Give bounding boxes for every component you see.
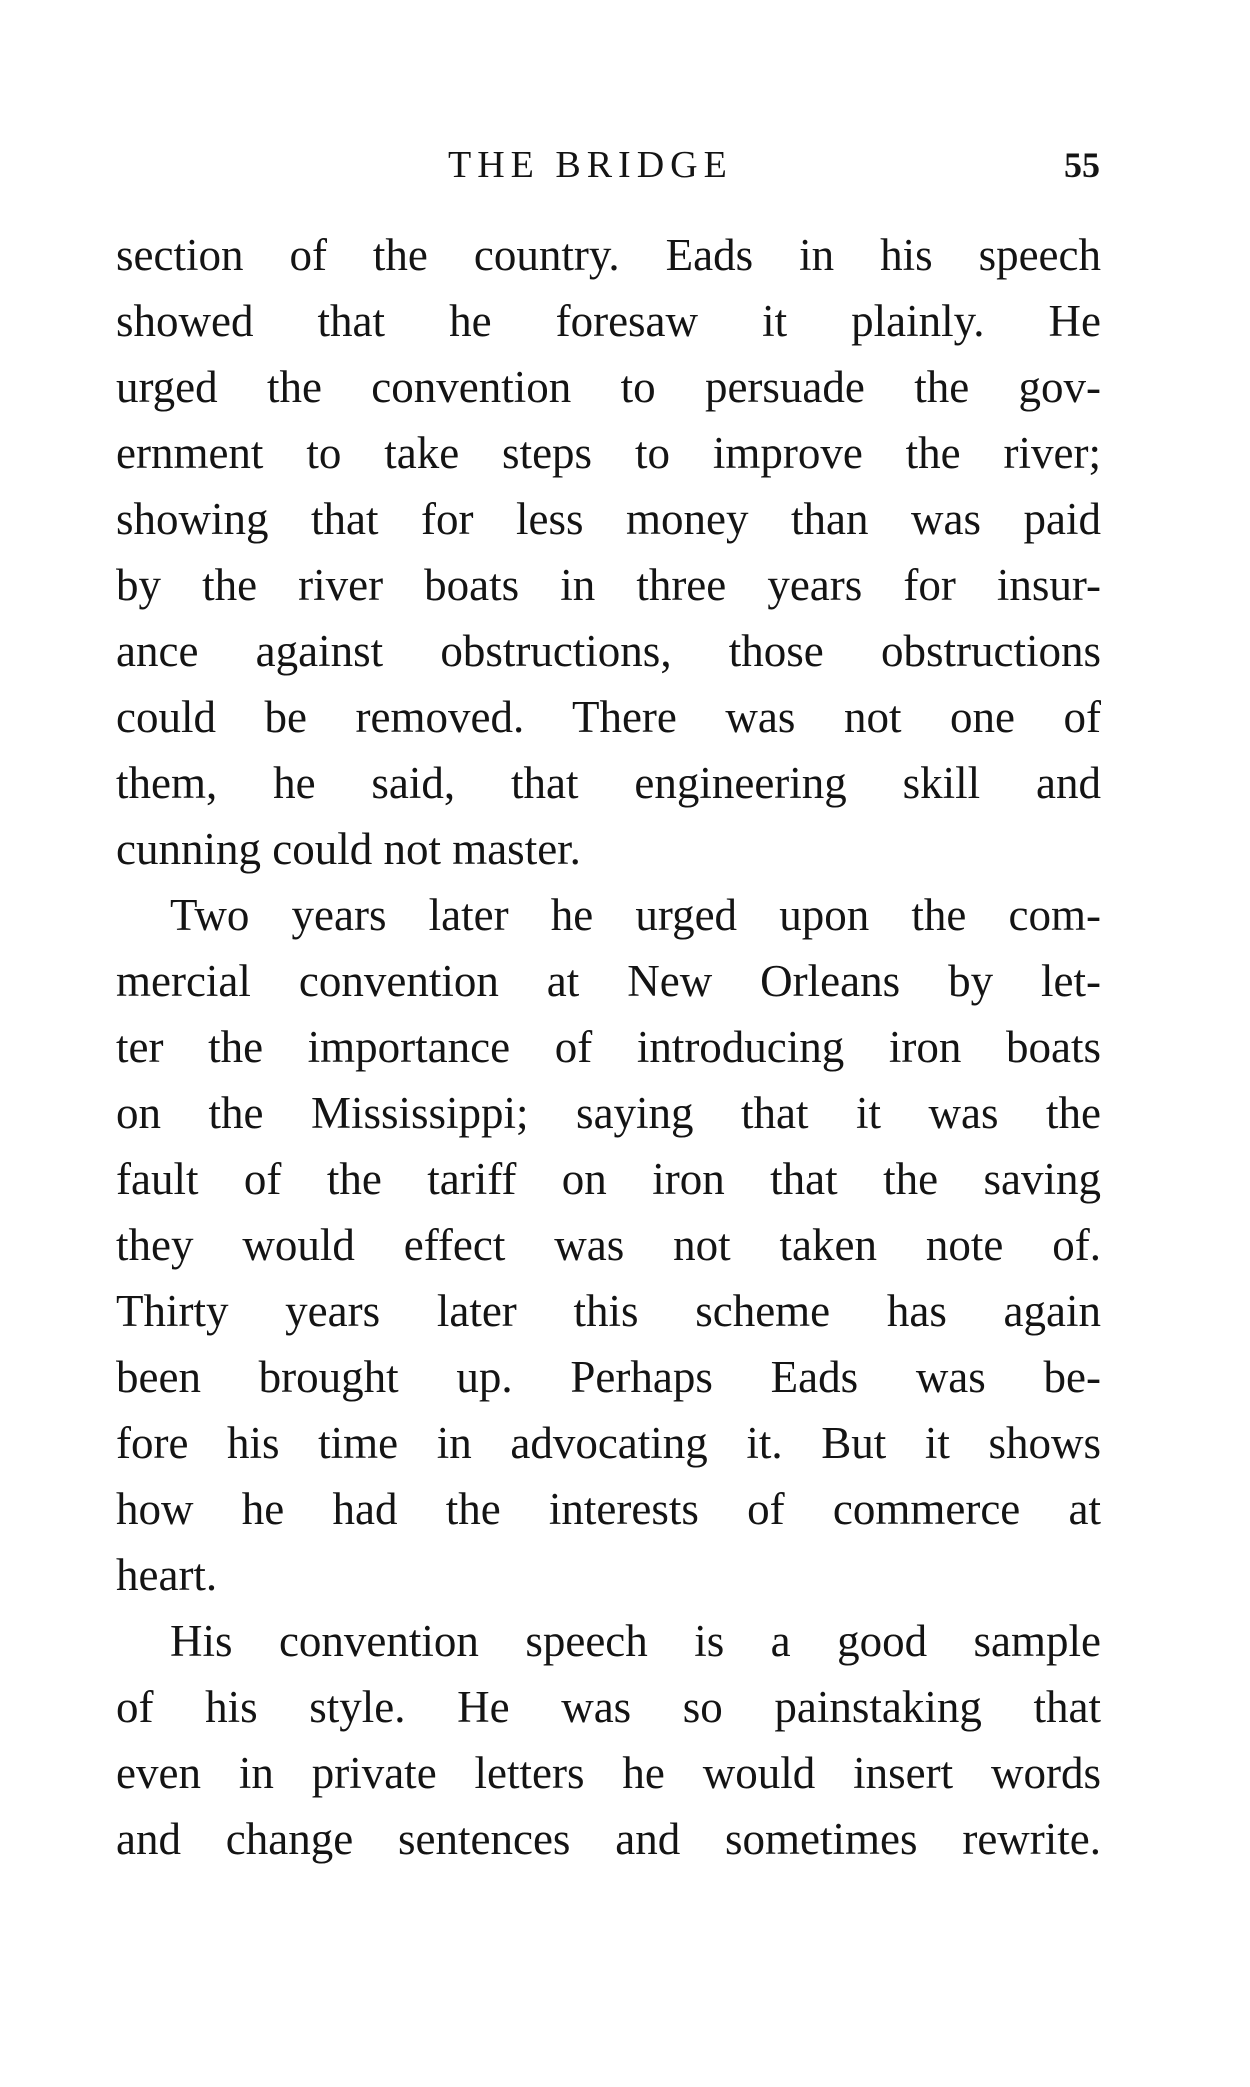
text-line: cunning could not master.	[116, 824, 581, 874]
text-line: fault of the tariff on iron that the saving	[116, 1154, 1101, 1204]
text-line: them, he said, that engineering skill and	[116, 758, 1101, 808]
text-line: ance against obstructions, those obstructions	[116, 626, 1101, 676]
text-line: Thirty years later this scheme has again	[116, 1286, 1101, 1336]
text-line: on the Mississippi; saying that it was the	[116, 1088, 1101, 1138]
text-line: by the river boats in three years for insur-	[116, 560, 1101, 610]
running-head-title: THE BRIDGE	[448, 144, 733, 186]
text-line: showed that he foresaw it plainly. He	[116, 296, 1101, 346]
text-line: heart.	[116, 1550, 218, 1600]
text-line: they would effect was not taken note of.	[116, 1220, 1101, 1270]
text-line: section of the country. Eads in his speech	[116, 230, 1101, 280]
text-line: even in private letters he would insert words	[116, 1748, 1101, 1798]
text-line: mercial convention at New Orleans by let-	[116, 956, 1101, 1006]
text-line: could be removed. There was not one of	[116, 692, 1101, 742]
text-line: how he had the interests of commerce at	[116, 1484, 1101, 1534]
text-line: ernment to take steps to improve the river;	[116, 428, 1101, 478]
text-line: Two years later he urged upon the com-	[170, 890, 1101, 940]
text-line: His convention speech is a good sample	[170, 1616, 1101, 1666]
text-line: urged the convention to persuade the gov-	[116, 362, 1101, 412]
text-line: of his style. He was so painstaking that	[116, 1682, 1101, 1732]
text-line: showing that for less money than was paid	[116, 494, 1101, 544]
text-line: ter the importance of introducing iron boats	[116, 1022, 1101, 1072]
running-head	[115, 140, 1100, 190]
body-text	[116, 222, 1101, 1872]
text-line: fore his time in advocating it. But it shows	[116, 1418, 1101, 1468]
text-line: and change sentences and sometimes rewrite.	[116, 1814, 1101, 1864]
text-line: been brought up. Perhaps Eads was be-	[116, 1352, 1101, 1402]
page-number: 55	[1064, 145, 1100, 185]
